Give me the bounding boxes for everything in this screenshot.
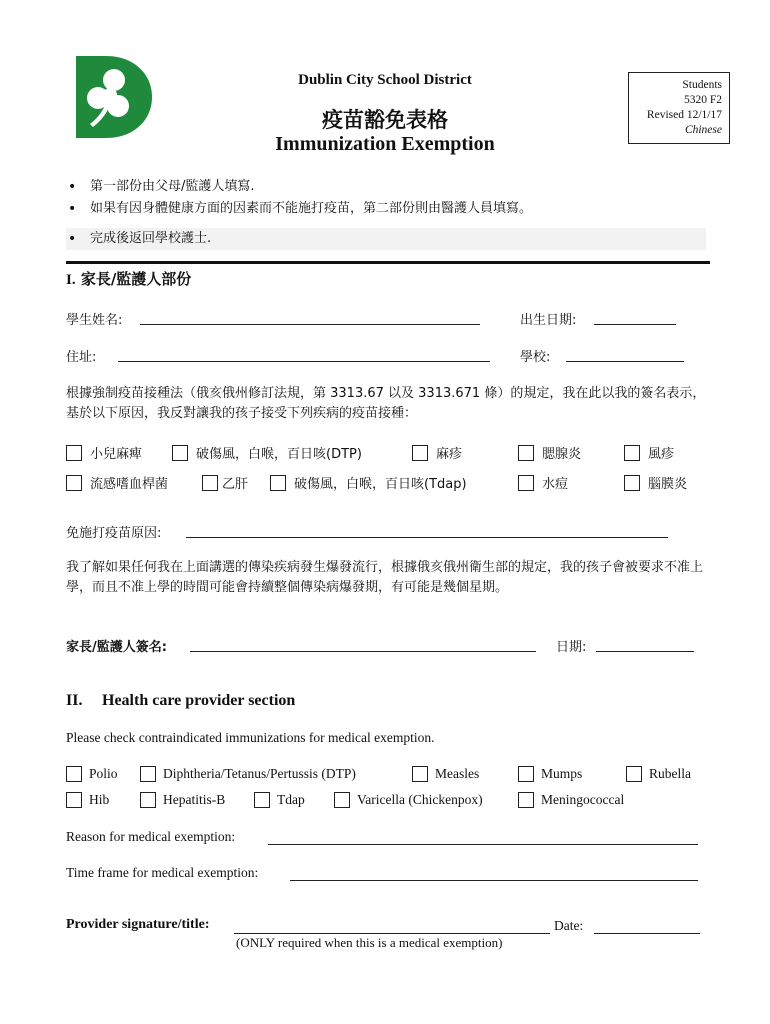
vaccine-label: 破傷風，白喉，百日咳(DTP) — [196, 447, 362, 462]
vaccine-option-zh[interactable] — [66, 473, 168, 492]
vaccine-label: 腦膜炎 — [648, 477, 688, 492]
outbreak-acknowledgement: 我了解如果任何我在上面講選的傳染疾病發生爆發流行，根據俄亥俄州衛生部的規定，我的孩子會被要求不准上學，而且不准上學的時間可能會持續整個傳染病爆發期，有可能是幾個星期。 — [66, 560, 704, 595]
checkbox[interactable] — [518, 445, 534, 461]
vaccine-label: Hepatitis-B — [163, 792, 226, 807]
checkbox[interactable] — [518, 766, 534, 782]
instruction-item: • 完成後返回學校護士. — [66, 228, 706, 250]
provider-instruction: Please check contraindicated immunizations for medical exemption. — [66, 730, 435, 745]
section1-number: I. — [66, 272, 76, 288]
vaccine-option-zh[interactable] — [624, 473, 687, 492]
vaccine-option-zh[interactable] — [412, 443, 462, 462]
vaccine-label: 小兒麻痺 — [90, 447, 143, 462]
parent-date-label: 日期: — [556, 640, 587, 655]
checkbox[interactable] — [172, 445, 188, 461]
checkbox[interactable] — [624, 475, 640, 491]
vaccine-label: Measles — [435, 766, 480, 781]
medical-reason-field[interactable] — [268, 843, 698, 845]
objection-statement: 根據強制疫苗接種法（俄亥俄州修訂法規，第 3313.67 以及 3313.671 條）的規定，我在此以我的簽名表示，基於以下原因，我反對讓我的孩子接受下列疾病的疫苗接種： — [66, 386, 706, 421]
vaccine-option-en[interactable] — [66, 766, 118, 782]
section1-title: 家長/監護人部份 — [80, 270, 192, 288]
vaccine-option-zh[interactable] — [66, 443, 142, 462]
form-title-chinese: 疫苗豁免表格 — [322, 108, 448, 132]
vaccine-option-en[interactable] — [518, 766, 582, 782]
provider-signature-label: Provider signature/title: — [66, 917, 210, 932]
checkbox[interactable] — [66, 792, 82, 808]
checkbox[interactable] — [66, 475, 82, 491]
provider-signature-note: (ONLY required when this is a medical exemption) — [236, 935, 503, 950]
instruction-list — [66, 176, 706, 250]
checkbox[interactable] — [334, 792, 350, 808]
checkbox[interactable] — [66, 445, 82, 461]
checkbox[interactable] — [412, 766, 428, 782]
doc-revision: Revised 12/1/17 — [646, 109, 722, 121]
vaccine-label: 腮腺炎 — [542, 447, 582, 462]
medical-reason-label: Reason for medical exemption: — [66, 829, 236, 844]
exemption-reason-field[interactable] — [186, 536, 668, 538]
instruction-item: • 第一部份由父母/監護人填寫. — [66, 176, 706, 198]
district-name: Dublin City School District — [298, 72, 472, 88]
checkbox[interactable] — [140, 766, 156, 782]
vaccine-option-zh[interactable] — [624, 443, 674, 462]
checkbox[interactable] — [518, 792, 534, 808]
vaccine-option-en[interactable] — [254, 792, 305, 808]
student-name-label: 學生姓名: — [66, 313, 123, 328]
dob-field[interactable] — [594, 323, 676, 325]
vaccine-label: Polio — [89, 766, 118, 781]
vaccine-option-en[interactable] — [140, 792, 225, 808]
vaccine-label: 流感嗜血桿菌 — [90, 477, 169, 492]
document-code-box — [628, 72, 730, 144]
student-name-field[interactable] — [140, 323, 480, 325]
vaccine-option-zh[interactable] — [518, 473, 568, 492]
form-title-english: Immunization Exemption — [275, 133, 495, 155]
vaccine-label: 水痘 — [542, 477, 569, 492]
vaccine-label: Tdap — [277, 792, 305, 807]
provider-date-label: Date: — [554, 918, 584, 933]
vaccine-label: Diphtheria/Tetanus/Pertussis (DTP) — [163, 766, 356, 781]
checkbox[interactable] — [66, 766, 82, 782]
section2-title: Health care provider section — [102, 692, 296, 709]
vaccine-label: Hib — [89, 792, 110, 807]
vaccine-label: Rubella — [649, 766, 691, 781]
vaccine-option-en[interactable] — [412, 766, 479, 782]
district-logo — [72, 54, 154, 140]
vaccine-label: Meningococcal — [541, 792, 625, 807]
vaccine-option-zh[interactable] — [172, 443, 362, 462]
parent-date-field[interactable] — [596, 650, 694, 652]
checkbox[interactable] — [254, 792, 270, 808]
checkbox[interactable] — [624, 445, 640, 461]
vaccine-option-en[interactable] — [66, 792, 109, 808]
vaccine-label: 麻疹 — [436, 447, 463, 462]
time-frame-field[interactable] — [290, 879, 698, 881]
section2-heading — [66, 692, 295, 710]
parent-signature-field[interactable] — [190, 650, 536, 652]
parent-signature-label: 家長/監護人簽名: — [66, 640, 167, 655]
doc-category: Students — [682, 79, 722, 91]
school-field[interactable] — [566, 360, 684, 362]
checkbox[interactable] — [626, 766, 642, 782]
checkbox[interactable] — [518, 475, 534, 491]
checkbox[interactable] — [202, 475, 218, 491]
vaccine-option-zh[interactable] — [518, 443, 581, 462]
checkbox[interactable] — [270, 475, 286, 491]
dob-label: 出生日期: — [520, 313, 577, 328]
vaccine-option-en[interactable] — [334, 792, 483, 808]
address-label: 住址: — [66, 350, 97, 365]
vaccine-option-en[interactable] — [140, 766, 356, 782]
vaccine-label: Mumps — [541, 766, 583, 781]
vaccine-option-zh[interactable] — [270, 473, 467, 492]
section1-heading — [66, 268, 191, 289]
exemption-reason-label: 免施打疫苗原因: — [66, 526, 162, 541]
provider-signature-field[interactable] — [234, 932, 550, 934]
instruction-item: • 如果有因身體健康方面的因素而不能施打疫苗，第二部份則由醫護人員填寫。 — [66, 198, 706, 220]
doc-number: 5320 F2 — [683, 94, 722, 106]
section2-number: II. — [66, 692, 83, 709]
school-label: 學校: — [520, 350, 551, 365]
section-divider — [66, 261, 710, 264]
provider-date-field[interactable] — [594, 932, 700, 934]
time-frame-label: Time frame for medical exemption: — [66, 865, 259, 880]
vaccine-label: 破傷風，白喉，百日咳(Tdap) — [294, 477, 467, 492]
vaccine-option-zh[interactable] — [202, 473, 248, 492]
vaccine-label: 風疹 — [648, 447, 675, 462]
doc-language: Chinese — [684, 124, 722, 136]
vaccine-option-en[interactable] — [518, 792, 624, 808]
vaccine-label: Varicella (Chickenpox) — [357, 792, 483, 807]
checkbox[interactable] — [140, 792, 156, 808]
vaccine-label: 乙肝 — [222, 477, 249, 492]
vaccine-option-en[interactable] — [626, 766, 691, 782]
checkbox[interactable] — [412, 445, 428, 461]
address-field[interactable] — [118, 360, 490, 362]
